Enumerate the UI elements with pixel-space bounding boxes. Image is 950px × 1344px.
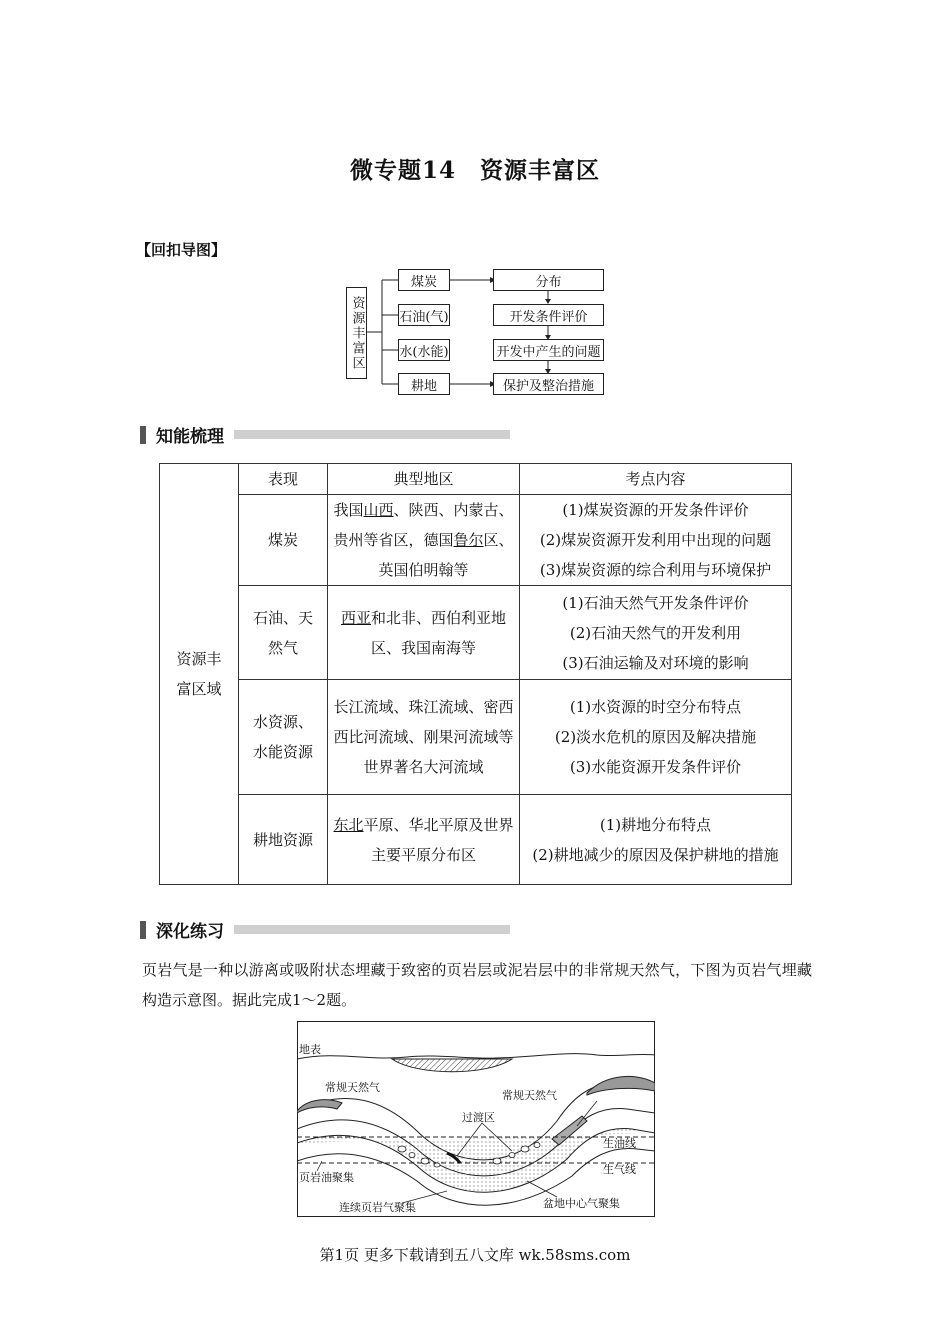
flow-step-measures: 保护及整治措施	[493, 373, 604, 395]
category-cell	[160, 464, 239, 885]
label-gas-line: 生气线	[603, 1163, 636, 1176]
region-cell	[328, 495, 520, 586]
point-item: (1)水资源的时空分布特点	[569, 698, 742, 716]
header-region: 典型地区	[328, 464, 520, 495]
section-bar	[140, 426, 146, 444]
flow-root-box	[346, 287, 367, 379]
region-text-underlined: 鲁尔	[453, 531, 484, 549]
section-title: 知能梳理	[156, 427, 224, 447]
point-item: (1)石油天然气开发条件评价	[562, 593, 749, 612]
flow-resource-coal: 煤炭	[398, 269, 450, 291]
label-oil-line: 生油线	[603, 1137, 636, 1150]
region-text: 我国	[333, 501, 364, 519]
resource-table	[159, 463, 792, 885]
type-cell: 耕地资源	[239, 795, 328, 885]
table-row	[160, 680, 792, 795]
region-text-underlined: 西亚	[340, 608, 371, 627]
region-text: 区、英国伯明翰等	[378, 531, 514, 579]
region-text-underlined: 东北	[333, 815, 364, 834]
label-continuous-gas: 连续页岩气聚集	[339, 1201, 416, 1214]
region-cell: 长江流域、珠江流域、密西西比河流域、刚果河流域等世界著名大河流域	[328, 680, 520, 795]
label-surface: 地表	[299, 1043, 321, 1056]
label-basin-center-gas: 盆地中心气聚集	[543, 1197, 620, 1210]
type-cell: 煤炭	[239, 495, 328, 586]
point-item: (2)耕地减少的原因及保护耕地的措施	[532, 845, 779, 864]
point-item: (3)煤炭资源的综合利用与环境保护	[539, 561, 772, 579]
section-header-knowledge	[140, 422, 510, 447]
point-item: (2)淡水危机的原因及解决措施	[554, 728, 757, 746]
points-cell	[520, 795, 792, 885]
label-transition: 过渡区	[462, 1111, 495, 1124]
table-header-row	[160, 464, 792, 495]
page-title: 微专题14 资源丰富区	[349, 157, 600, 184]
point-item: (3)石油运输及对环境的影响	[562, 653, 749, 672]
type-text: 石油、天然气	[252, 608, 313, 657]
shale-gas-figure	[297, 1021, 655, 1217]
type-cell	[239, 586, 328, 680]
flow-resource-oil: 石油(气)	[398, 304, 450, 326]
flow-resource-water: 水(水能)	[398, 339, 450, 361]
label-shale-oil: 页岩油聚集	[299, 1171, 354, 1184]
flow-step-problems: 开发中产生的问题	[493, 339, 604, 361]
region-text: 和北非、西伯利亚地区、我国南海等	[370, 608, 507, 657]
flow-resource-land: 耕地	[398, 373, 450, 395]
points-cell	[520, 586, 792, 680]
point-item: (3)水能资源开发条件评价	[569, 758, 742, 776]
review-map-label: 【回扣导图】	[136, 241, 227, 259]
header-points: 考点内容	[520, 464, 792, 495]
header-type: 表现	[239, 464, 328, 495]
label-conv-gas-left: 常规天然气	[325, 1081, 380, 1094]
flow-step-evaluation: 开发条件评价	[493, 304, 604, 326]
point-item: (2)石油天然气的开发利用	[569, 623, 742, 642]
region-cell	[328, 586, 520, 680]
table-row	[160, 795, 792, 885]
label-conv-gas-right: 常规天然气	[502, 1089, 557, 1102]
section-rule	[234, 925, 510, 934]
category-text: 资源丰富区域	[176, 650, 222, 698]
flow-step-distribution: 分布	[493, 269, 604, 291]
section-rule	[234, 430, 510, 439]
section-title: 深化练习	[156, 922, 224, 942]
table-row	[160, 495, 792, 586]
region-text: 、陕西、内蒙古、贵州等省区，德国	[333, 501, 514, 549]
section-bar	[140, 921, 146, 939]
section-header-practice	[140, 917, 510, 942]
flow-connectors	[0, 0, 950, 420]
point-item: (2)煤炭资源开发利用中出现的问题	[539, 531, 772, 549]
point-item: (1)煤炭资源的开发条件评价	[562, 501, 749, 519]
point-item: (1)耕地分布特点	[599, 815, 712, 834]
page-footer: 第1页 更多下载请到五八文库 wk.58sms.com	[319, 1246, 631, 1264]
type-text: 水资源、水能资源	[252, 713, 313, 761]
region-text-underlined: 山西	[363, 501, 394, 519]
region-cell	[328, 795, 520, 885]
type-cell	[239, 680, 328, 795]
table-row	[160, 586, 792, 680]
points-cell	[520, 495, 792, 586]
question-stem: 页岩气是一种以游离或吸附状态埋藏于致密的页岩层或泥岩层中的非常规天然气，下图为页岩气埋藏构造示意图。据此完成1～2题。	[142, 961, 812, 1009]
flow-root-label: 资源丰富区	[349, 295, 365, 371]
region-text: 平原、华北平原及世界主要平原分布区	[363, 815, 514, 864]
points-cell	[520, 680, 792, 795]
